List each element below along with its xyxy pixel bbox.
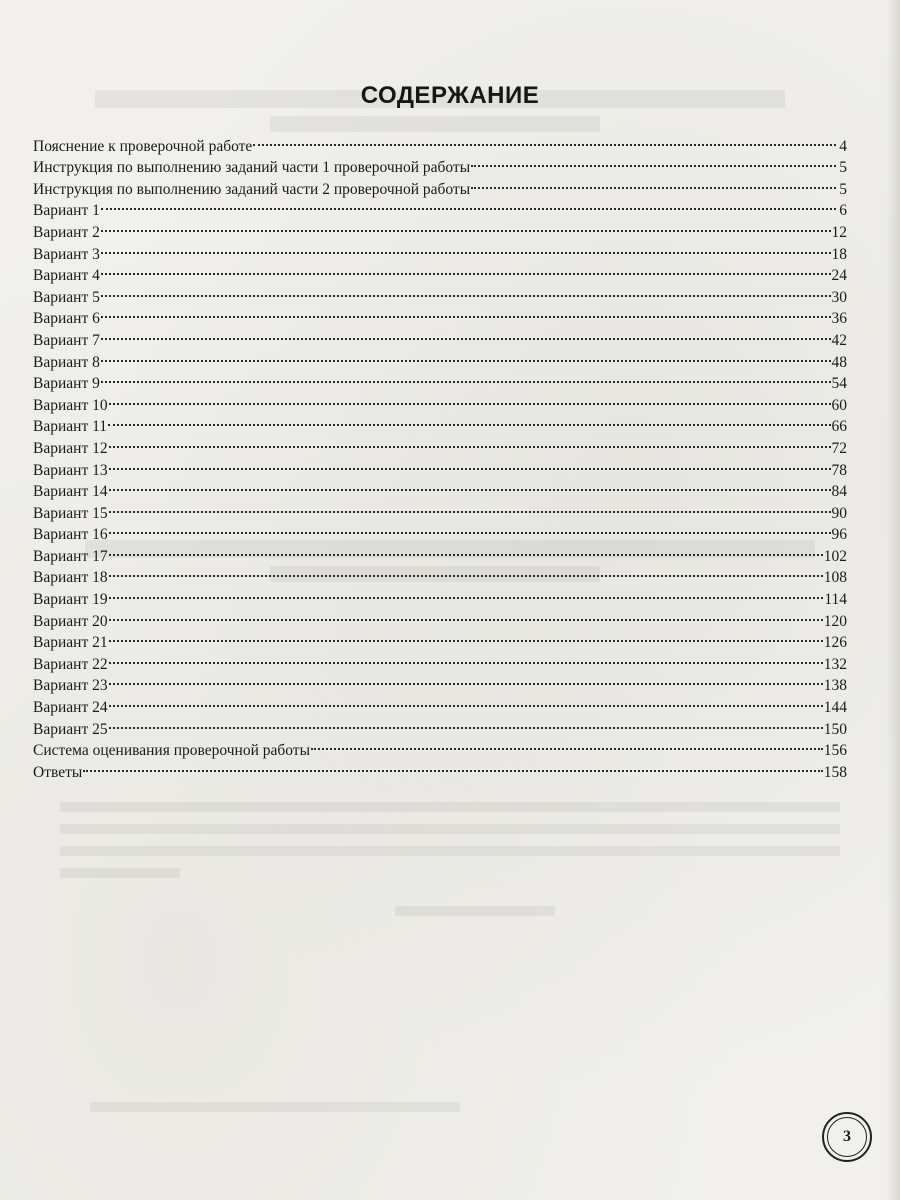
toc-entry-page: 36 <box>831 310 847 328</box>
toc-entry-page: 4 <box>839 137 847 155</box>
toc-leader-dots <box>101 259 831 281</box>
toc-entry-page: 108 <box>823 569 847 587</box>
toc-entry-page: 66 <box>831 418 847 436</box>
toc-leader-dots <box>108 410 830 432</box>
toc-entry-page: 90 <box>831 504 847 522</box>
toc-entry-label: Инструкция по выполнению заданий части 1 проверочной работы <box>33 159 471 177</box>
toc-entry-label: Вариант 3 <box>33 245 100 263</box>
toc-leader-dots <box>109 690 823 712</box>
toc-entry <box>33 302 847 328</box>
toc-entry-label: Вариант 18 <box>33 569 108 587</box>
toc-entry-page: 84 <box>831 483 847 501</box>
toc-entry-label: Вариант 6 <box>33 310 100 328</box>
toc-entry-page: 102 <box>823 547 847 565</box>
toc-entry-label: Вариант 13 <box>33 461 108 479</box>
toc-leader-dots <box>471 151 836 173</box>
toc-entry-label: Вариант 14 <box>33 483 108 501</box>
toc-entry <box>33 453 847 479</box>
toc-entry-page: 138 <box>823 677 847 695</box>
page-number: 3 <box>827 1117 867 1157</box>
toc-leader-dots <box>83 755 822 777</box>
toc-entry-page: 6 <box>839 202 847 220</box>
toc-leader-dots <box>109 626 823 648</box>
toc-entry-label: Вариант 2 <box>33 223 100 241</box>
toc-entry-label: Вариант 15 <box>33 504 108 522</box>
toc-entry-page: 60 <box>831 396 847 414</box>
toc-leader-dots <box>101 302 831 324</box>
toc-entry-label: Вариант 16 <box>33 526 108 544</box>
toc-entry-label: Инструкция по выполнению заданий части 2 проверочной работы <box>33 180 471 198</box>
toc-leader-dots <box>109 518 831 540</box>
toc-entry-page: 54 <box>831 375 847 393</box>
toc-leader-dots <box>109 388 831 410</box>
toc-leader-dots <box>109 561 823 583</box>
toc-entry <box>33 604 847 630</box>
toc-entry <box>33 323 847 349</box>
toc-leader-dots <box>109 604 823 626</box>
toc-leader-dots <box>109 582 824 604</box>
toc-leader-dots <box>109 496 831 518</box>
toc-entry <box>33 669 847 695</box>
toc-leader-dots <box>109 453 831 475</box>
page-edge-shadow <box>886 0 900 1200</box>
toc-entry <box>33 647 847 673</box>
toc-entry-label: Вариант 4 <box>33 267 100 285</box>
toc-entry-label: Вариант 10 <box>33 396 108 414</box>
toc-entry-label: Вариант 12 <box>33 439 108 457</box>
toc-entry-label: Вариант 1 <box>33 202 100 220</box>
toc-leader-dots <box>101 215 831 237</box>
toc-entry <box>33 345 847 371</box>
toc-entry-page: 12 <box>831 223 847 241</box>
toc-entry-page: 158 <box>823 763 847 781</box>
toc-entry-page: 78 <box>831 461 847 479</box>
toc-leader-dots <box>109 431 831 453</box>
toc-entry <box>33 410 847 436</box>
toc-entry <box>33 496 847 522</box>
toc-entry <box>33 755 847 781</box>
toc-entry-page: 18 <box>831 245 847 263</box>
toc-entry-label: Вариант 11 <box>33 418 108 436</box>
toc-entry-page: 42 <box>831 331 847 349</box>
toc-entry <box>33 712 847 738</box>
toc-leader-dots <box>109 647 823 669</box>
page-title: СОДЕРЖАНИЕ <box>360 82 540 109</box>
toc-leader-dots <box>311 734 823 756</box>
toc-entry <box>33 561 847 587</box>
toc-entry <box>33 237 847 263</box>
toc-entry <box>33 388 847 414</box>
toc-leader-dots <box>109 539 823 561</box>
toc-leader-dots <box>101 323 831 345</box>
toc-entry <box>33 475 847 501</box>
toc-entry-label: Вариант 7 <box>33 331 100 349</box>
page-number-badge <box>822 1112 872 1162</box>
toc-entry-label: Вариант 8 <box>33 353 100 371</box>
toc-entry-label: Вариант 25 <box>33 720 108 738</box>
toc-entry <box>33 690 847 717</box>
toc-entry <box>33 734 847 760</box>
toc-entry-page: 5 <box>839 159 847 177</box>
toc-leader-dots <box>101 194 836 216</box>
toc-entry-label: Вариант 21 <box>33 634 108 652</box>
toc-entry-page: 126 <box>823 634 847 652</box>
toc-entry <box>33 367 847 393</box>
table-of-contents <box>33 129 847 781</box>
toc-leader-dots <box>109 712 823 734</box>
toc-entry-label: Вариант 24 <box>33 699 108 717</box>
toc-entry <box>33 539 847 565</box>
toc-entry-label: Вариант 9 <box>33 375 100 393</box>
toc-entry-label: Вариант 22 <box>33 655 108 673</box>
toc-entry <box>33 280 847 306</box>
toc-entry <box>33 259 847 285</box>
toc-leader-dots <box>109 475 831 497</box>
toc-entry-label: Вариант 5 <box>33 288 100 306</box>
toc-entry <box>33 215 847 241</box>
toc-entry <box>33 194 847 220</box>
toc-entry-label: Ответы <box>33 763 83 781</box>
toc-entry-page: 114 <box>824 591 847 609</box>
toc-entry-page: 120 <box>823 612 847 630</box>
toc-entry-page: 132 <box>823 655 847 673</box>
toc-entry <box>33 129 847 155</box>
toc-leader-dots <box>101 345 831 367</box>
toc-entry-label: Система оценивания проверочной работы <box>33 742 310 760</box>
toc-leader-dots <box>101 237 831 259</box>
toc-leader-dots <box>101 280 831 302</box>
toc-entry-page: 96 <box>831 526 847 544</box>
toc-entry <box>33 518 847 544</box>
toc-entry-label: Вариант 20 <box>33 612 108 630</box>
toc-entry-page: 156 <box>823 742 847 760</box>
toc-leader-dots <box>471 172 836 194</box>
toc-entry-page: 48 <box>831 353 847 371</box>
toc-leader-dots <box>253 129 836 151</box>
toc-entry-label: Пояснение к проверочной работе <box>33 137 253 155</box>
toc-entry <box>33 626 847 652</box>
toc-leader-dots <box>109 669 823 691</box>
toc-entry-page: 24 <box>831 267 847 285</box>
toc-leader-dots <box>101 367 831 389</box>
toc-entry <box>33 431 847 457</box>
toc-entry-page: 150 <box>823 720 847 738</box>
toc-entry-label: Вариант 23 <box>33 677 108 695</box>
toc-entry <box>33 582 847 609</box>
toc-entry-page: 72 <box>831 439 847 457</box>
toc-entry-page: 30 <box>831 288 847 306</box>
toc-entry-label: Вариант 19 <box>33 591 108 609</box>
toc-entry-page: 5 <box>839 180 847 198</box>
toc-entry-page: 144 <box>823 699 847 717</box>
toc-entry-label: Вариант 17 <box>33 547 108 565</box>
